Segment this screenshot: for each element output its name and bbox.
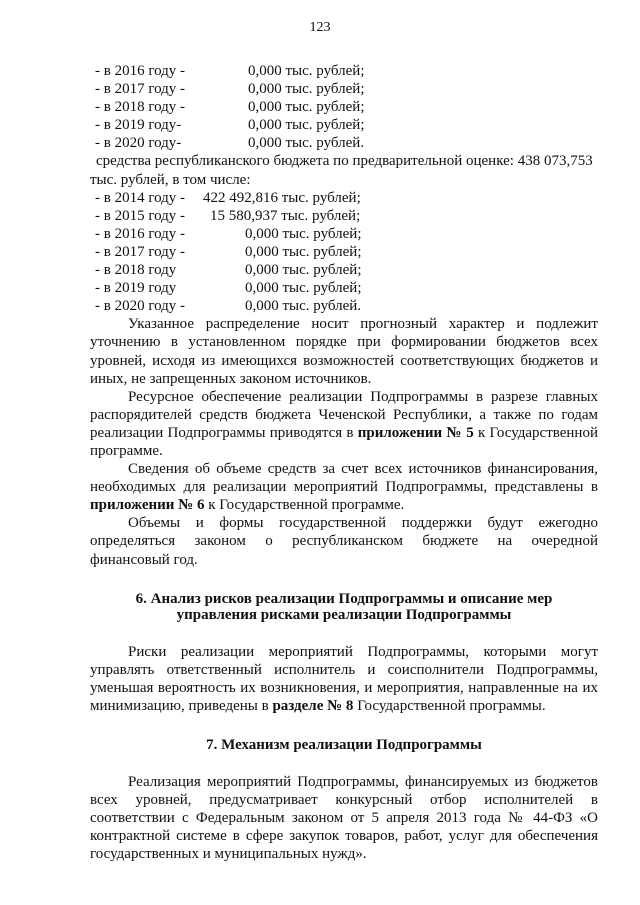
section-reference: разделе № 8 xyxy=(272,697,354,714)
republic-intro-line: средства республиканского бюджета по предварительной оценке: 438 073,753 xyxy=(96,153,593,170)
federal-years-list xyxy=(90,62,598,152)
year-value: 0,000 тыс. рублей; xyxy=(245,280,362,297)
text-span: Государственной программы. xyxy=(353,697,546,714)
federal-year-row xyxy=(90,62,598,80)
year-value: 0,000 тыс. рублей. xyxy=(245,298,362,315)
republic-year-row xyxy=(90,189,598,207)
paragraph-support-line: Объемы и формы государственной поддержки будут ежегодно xyxy=(128,515,598,532)
republic-year-row xyxy=(90,297,598,315)
year-value: 15 580,937 тыс. рублей; xyxy=(210,207,361,224)
year-label: - в 2018 году - xyxy=(95,99,186,116)
year-label: - в 2017 году - xyxy=(95,243,186,260)
annex-reference: приложении № 5 xyxy=(357,424,474,441)
year-label: - в 2018 году xyxy=(95,262,177,279)
year-value: 0,000 тыс. рублей; xyxy=(245,262,362,279)
federal-year-row xyxy=(90,98,598,116)
year-label: - в 2015 году - xyxy=(95,207,186,224)
federal-year-row xyxy=(90,134,598,152)
year-value: 0,000 тыс. рублей; xyxy=(248,81,365,98)
section-heading-7: 7. Механизм реализации Подпрограммы xyxy=(206,737,482,753)
text-span: Риски реализации мероприятий Подпрограммы, которыми могут управлять ответственный исполнитель и соисполнители Подпрограммы, уменьшая вероятность их возникновения, и мероприятия, направленные на их минимизацию, приведены в xyxy=(90,643,598,714)
year-label: - в 2016 году - xyxy=(95,225,186,242)
year-label: - в 2014 году - xyxy=(95,189,186,206)
year-value: 0,000 тыс. рублей; xyxy=(245,225,362,242)
republic-year-row xyxy=(90,225,598,243)
paragraph-support-line: финансовый год. xyxy=(90,551,198,568)
paragraph-risks xyxy=(90,643,598,715)
republic-intro-line: тыс. рублей, в том числе: xyxy=(90,171,251,188)
year-value: 0,000 тыс. рублей; xyxy=(248,117,365,134)
year-label: - в 2019 году xyxy=(95,280,177,297)
republic-year-row xyxy=(90,243,598,261)
federal-year-row xyxy=(90,116,598,134)
paragraph-resource xyxy=(90,388,598,460)
page-content xyxy=(90,62,598,863)
section-heading-6 xyxy=(90,591,598,623)
year-label: - в 2019 году- xyxy=(95,117,182,134)
year-value: 0,000 тыс. рублей; xyxy=(248,99,365,116)
year-label: - в 2020 году - xyxy=(95,298,186,315)
text-span: Сведения об объеме средств за счет всех источников финансирования, необходимых для реализации мероприятий Подпрограммы, представлены в xyxy=(90,461,598,496)
paragraph-support-line: определяться законом о республиканском бюджете на очередной xyxy=(90,533,598,550)
annex-reference: приложении № 6 xyxy=(90,497,205,514)
year-value: 0,000 тыс. рублей; xyxy=(248,63,365,79)
text-span: к Государственной программе. xyxy=(90,424,598,459)
year-label: - в 2017 году - xyxy=(95,81,186,98)
text-span: к Государственной программе. xyxy=(204,497,405,514)
year-label: - в 2020 году- xyxy=(95,135,182,152)
heading-line: управления рисками реализации Подпрограммы xyxy=(176,606,512,623)
year-value: 422 492,816 тыс. рублей; xyxy=(203,189,361,206)
republic-year-row xyxy=(90,261,598,279)
text-span: Ресурсное обеспечение реализации Подпрограммы в разрезе главных распорядителей средств бюджета Чеченской Республики, а также по годам реализации Подпрограммы приводятся в xyxy=(90,388,598,441)
heading-line: 6. Анализ рисков реализации Подпрограммы и описание мер xyxy=(135,590,553,607)
year-label: - в 2016 году - xyxy=(95,63,186,79)
republic-years-list xyxy=(90,189,598,316)
republic-year-row xyxy=(90,279,598,297)
federal-year-row xyxy=(90,80,598,98)
paragraph-distribution: Указанное распределение носит прогнозный характер и подлежит уточнению в установленном порядке при формировании бюджетов всех уровней, исходя из имеющихся возможностей соответствующих бюджетов и иных, не запрещенных законом источников. xyxy=(90,316,598,387)
paragraph-mechanism: Реализация мероприятий Подпрограммы, финансируемых из бюджетов всех уровней, предусматривает конкурсный отбор исполнителей в соответствии с Федеральным законом от 5 апреля 2013 года № 44-ФЗ «О контрактной системе в сфере закупок товаров, работ, услуг для обеспечения государственных и муниципальных нужд». xyxy=(90,774,598,863)
paragraph-sources xyxy=(90,460,598,514)
year-value: 0,000 тыс. рублей; xyxy=(245,243,362,260)
page-number: 123 xyxy=(309,20,331,35)
republic-year-row xyxy=(90,207,598,225)
year-value: 0,000 тыс. рублей. xyxy=(248,135,365,152)
